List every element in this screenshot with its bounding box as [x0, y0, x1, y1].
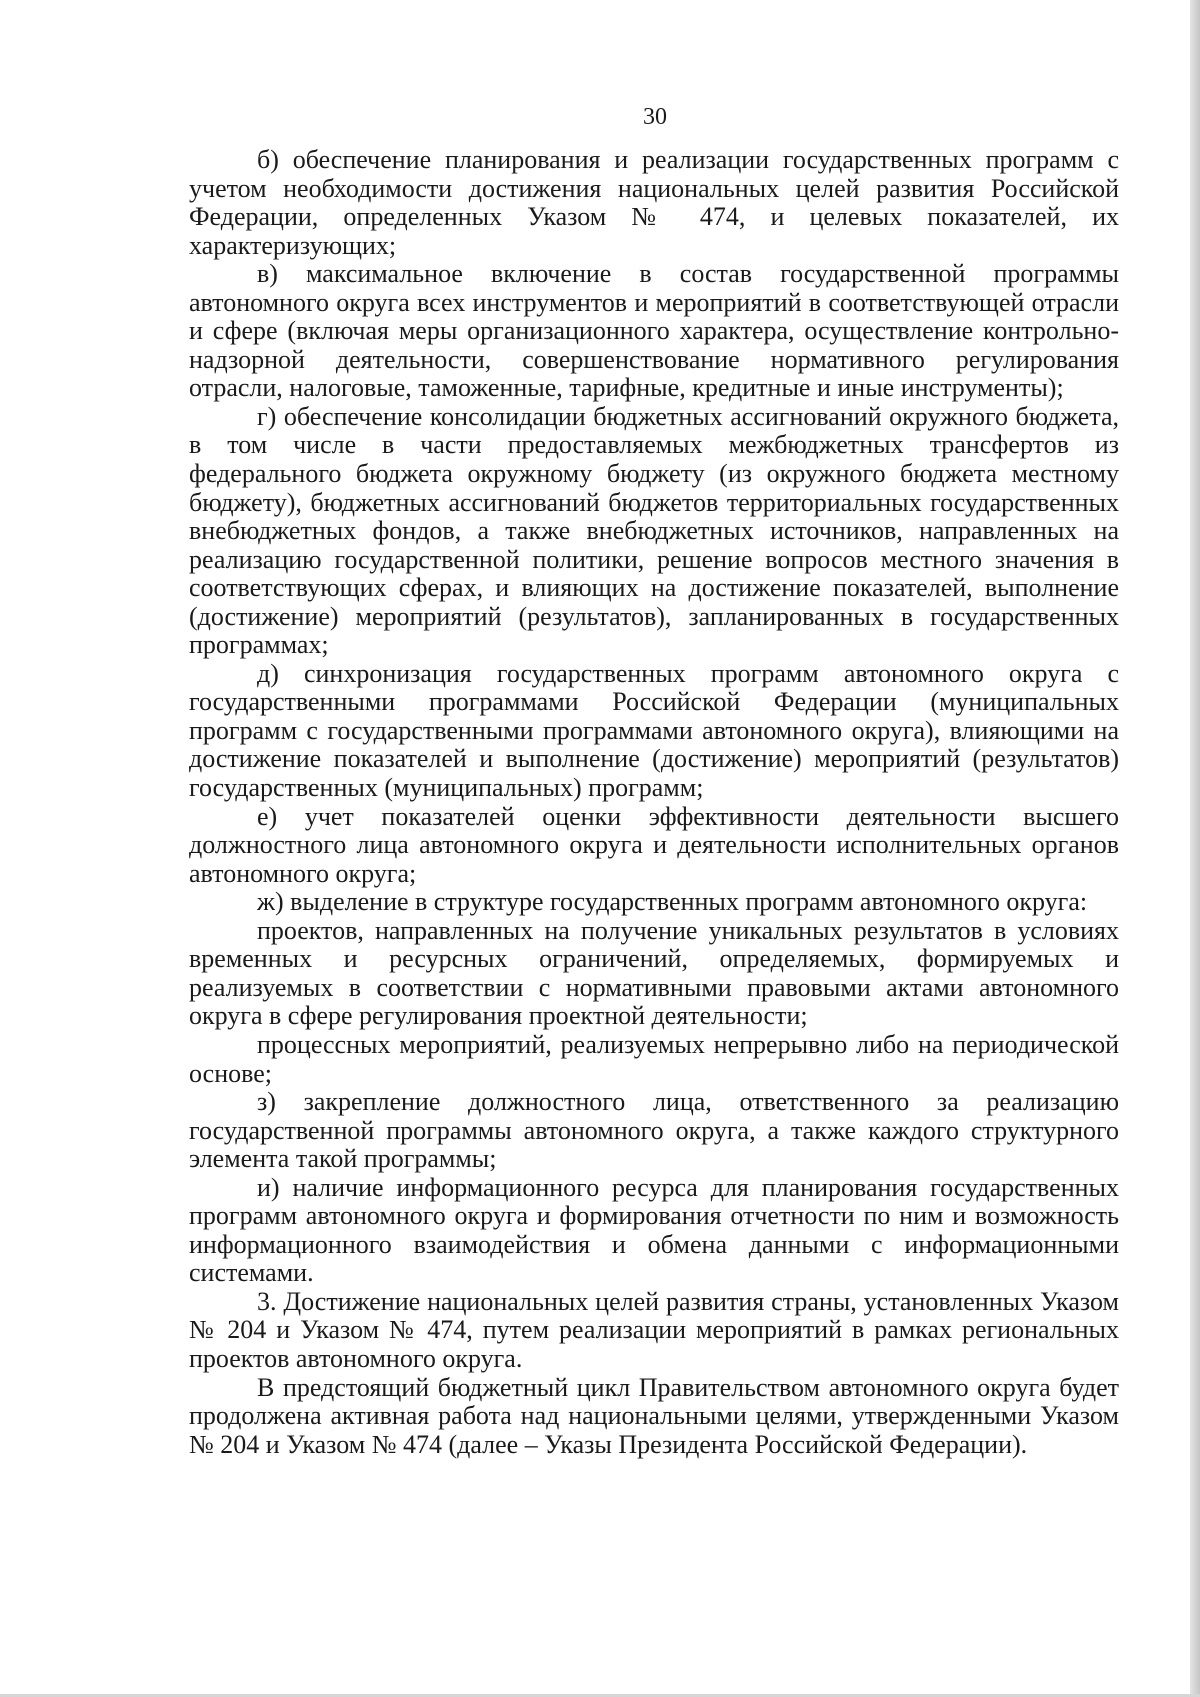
paragraph-b: б) обеспечение планирования и реализации государственных программ с учетом необходимости достижения национальных целей развития Российской Федерации, определенных Указом № 474, и целевых показателей, их характеризующих; [189, 145, 1119, 260]
paragraph-d: д) синхронизация государственных программ автономного округа с государственными программами Российской Федерации (муниципальных программ с государственными программами автономного округа), влияющими на достижение показателей и выполнение (достижение) мероприятий (результатов) государственных (муниципальных) программ; [189, 658, 1119, 803]
paragraph-i: и) наличие информационного ресурса для планирования государственных программ автономного округа и формирования отчетности по ним и возможность информационного взаимодействия и обмена данными с информационными системами. [189, 1172, 1119, 1288]
paragraph-e: е) учет показателей оценки эффективности деятельности высшего должностного лица автономного округа и деятельности исполнительных органов автономного округа; [189, 801, 1119, 888]
paragraph-budget-cycle: В предстоящий бюджетный цикл Правительством автономного округа будет продолжена активная работа над национальными целями, утвержденными Указом № 204 и Указом № 474 (далее – Указы Президента Российской Федерации). [189, 1372, 1119, 1459]
page-edge-shadow [1190, 0, 1200, 1697]
paragraph-zh: ж) выделение в структуре государственных программ автономного округа: [257, 887, 1088, 917]
page-number: 30 [643, 104, 667, 130]
paragraph-process-activities: процессных мероприятий, реализуемых непрерывно либо на периодической основе; [189, 1029, 1119, 1088]
paragraph-3: 3. Достижение национальных целей развития страны, установленных Указом № 204 и Указом № 474, путем реализации мероприятий в рамках региональных проектов автономного округа. [189, 1286, 1119, 1373]
paragraph-z: з) закрепление должностного лица, ответственного за реализацию государственной программы автономного округа, а также каждого структурного элемента такой программы; [189, 1087, 1119, 1174]
paragraph-projects: проектов, направленных на получение уникальных результатов в условиях временных и ресурсных ограничений, определяемых, формируемых и реализуемых в соответствии с нормативными правовыми актами автономного округа в сфере регулирования проектной деятельности; [189, 915, 1119, 1031]
paragraph-g: г) обеспечение консолидации бюджетных ассигнований окружного бюджета, в том числе в части предоставляемых межбюджетных трансфертов из федерального бюджета окружному бюджету (из окружного бюджета местному бюджету), бюджетных ассигнований бюджетов территориальных государственных внебюджетных фондов, а также внебюджетных источников, направленных на реализацию государственной политики, решение вопросов местного значения в соответствующих сферах, и влияющих на достижение показателей, выполнение (достижение) мероприятий (результатов), запланированных в государственных программах; [189, 401, 1119, 660]
paragraph-v: в) максимальное включение в состав государственной программы автономного округа всех инструментов и мероприятий в соответствующей отрасли и сфере (включая меры организационного характера, осуществление контрольно-надзорной деятельности, совершенствование нормативного регулирования отрасли, налоговые, таможенные, тарифные, кредитные и иные инструменты); [189, 259, 1119, 403]
body-text [189, 146, 1119, 1459]
